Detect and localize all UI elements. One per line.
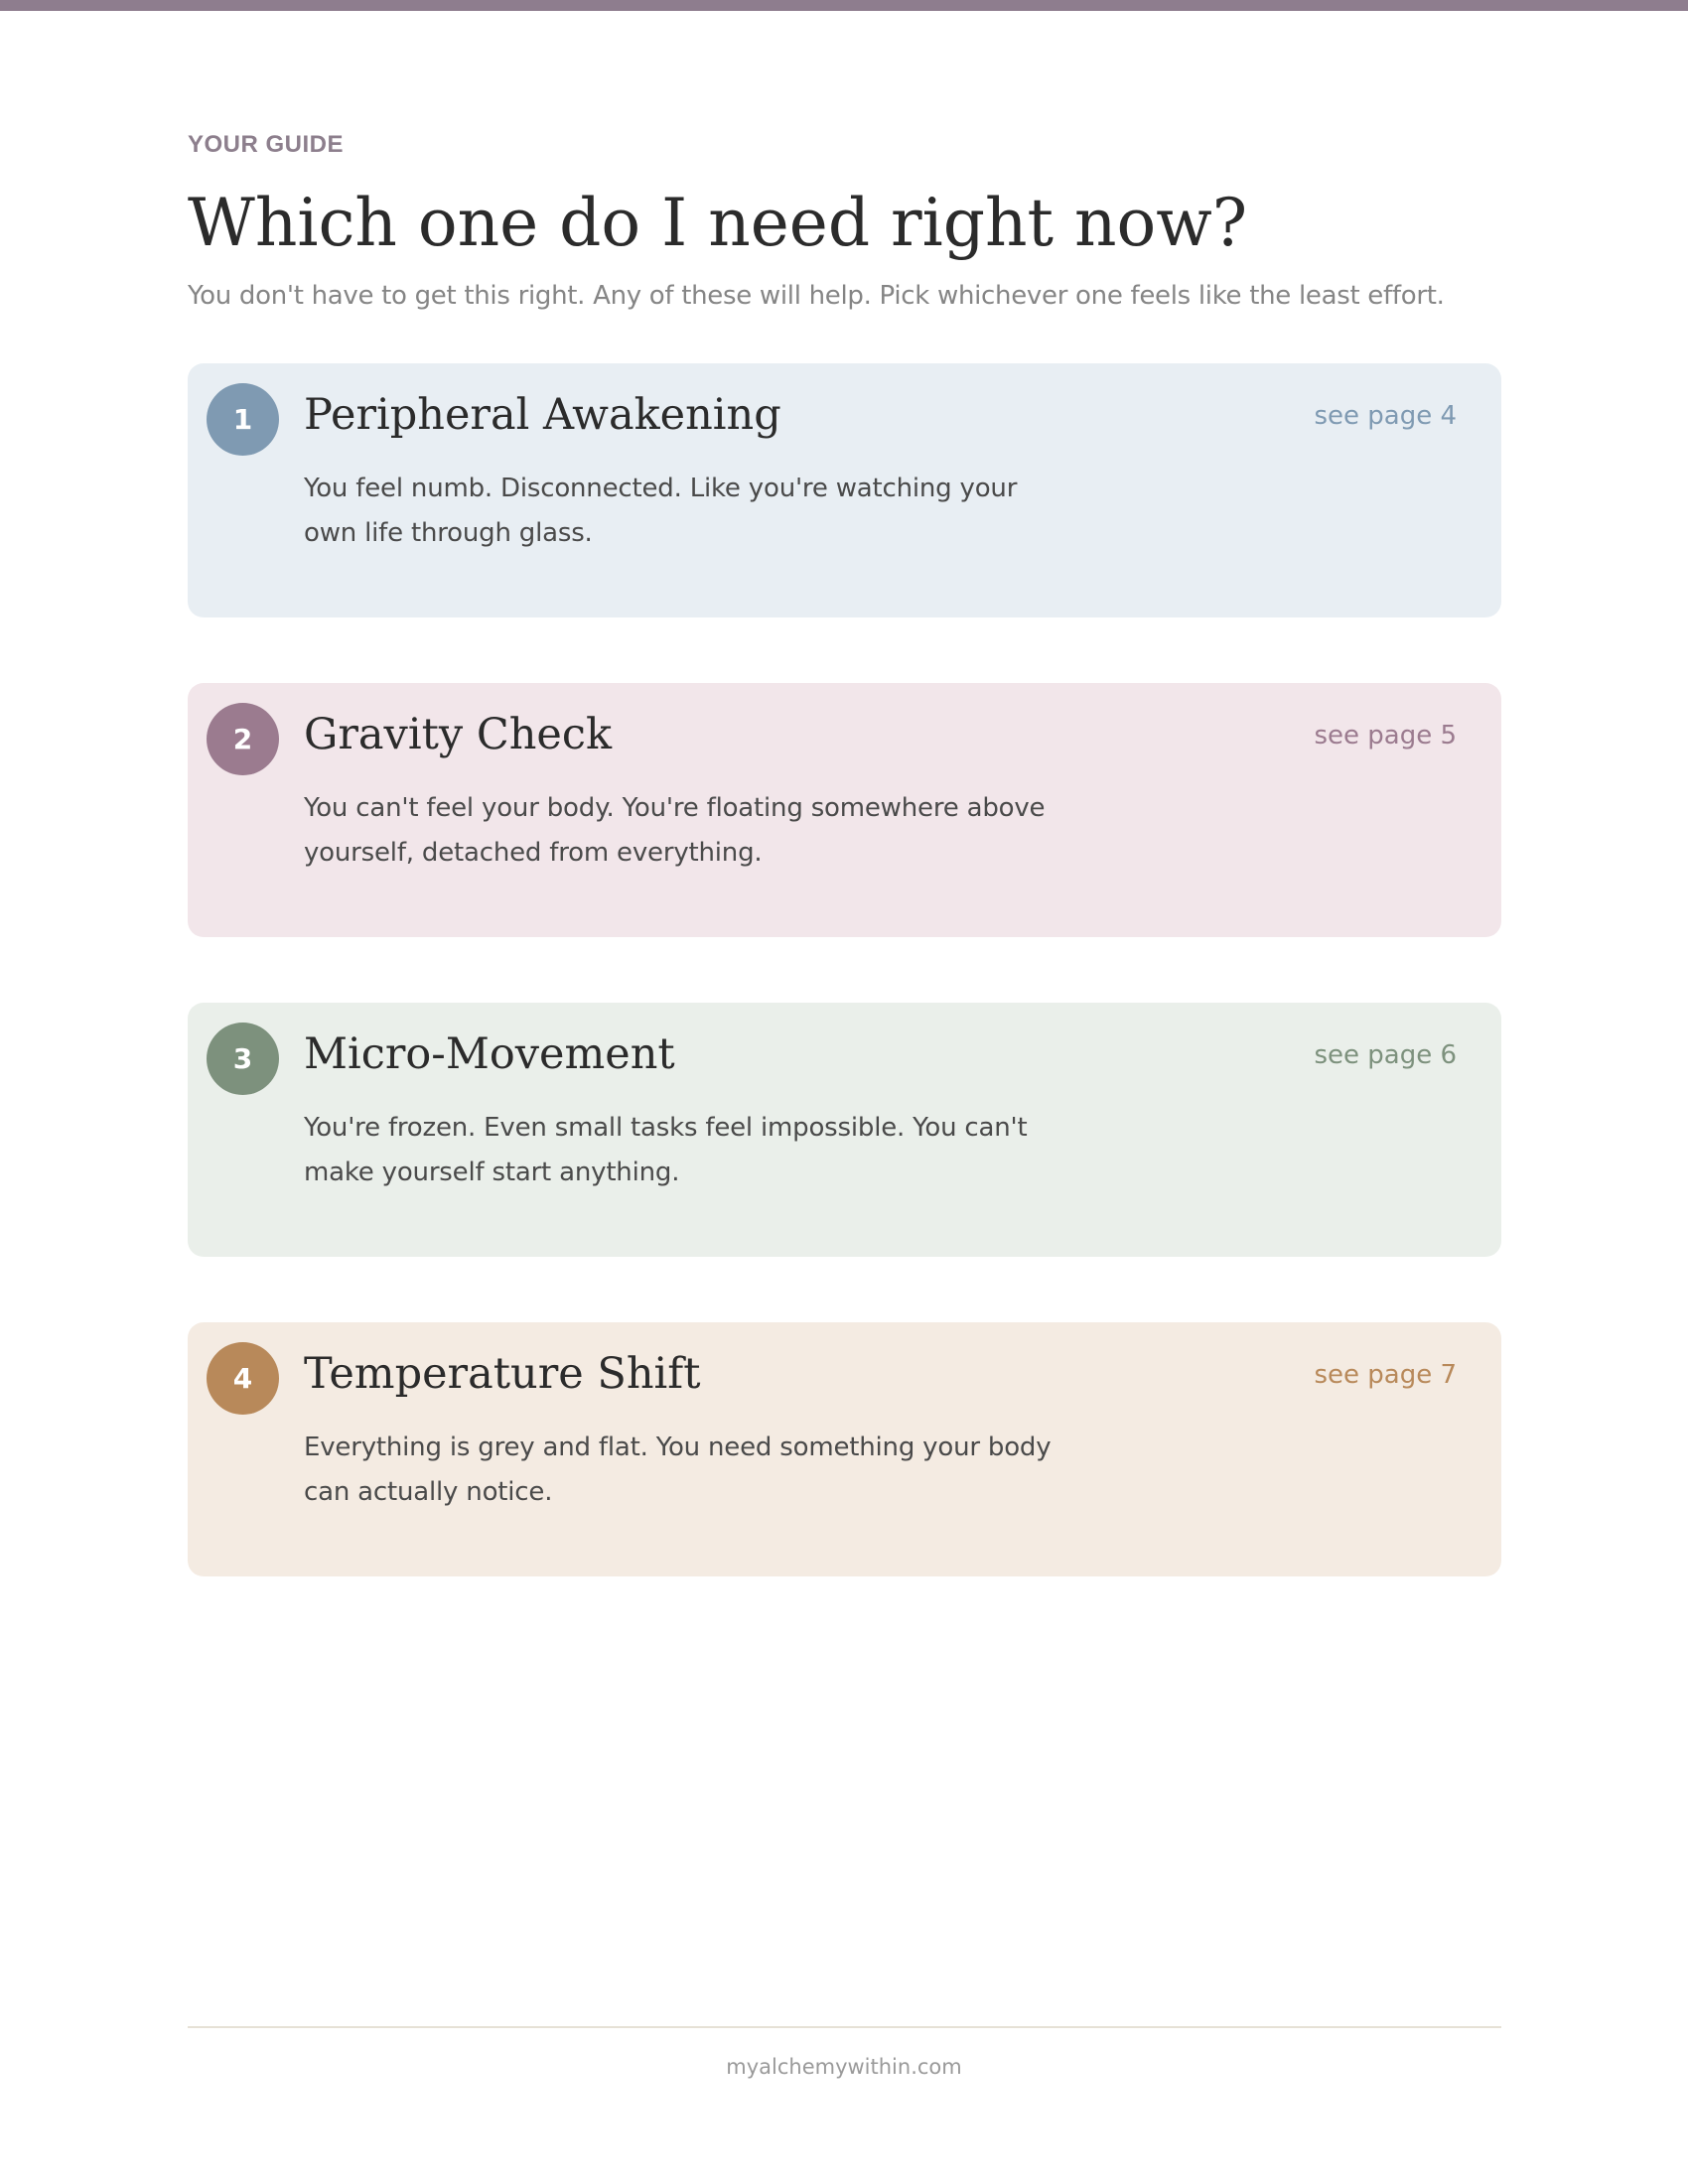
number-badge: 2	[207, 703, 279, 775]
top-accent-bar	[0, 0, 1688, 11]
footer-divider	[188, 2026, 1501, 2028]
card-title: Peripheral Awakening	[304, 390, 781, 440]
page-reference-link[interactable]: see page 7	[1314, 1360, 1457, 1390]
option-card-gravity-check[interactable]	[188, 683, 1501, 937]
option-card-temperature-shift[interactable]	[188, 1322, 1501, 1576]
card-description: You feel numb. Disconnected. Like you're watching your own life through glass.	[304, 474, 1018, 548]
page-subtitle: You don't have to get this right. Any of these will help. Pick whichever one feels like the least effort.	[188, 281, 1445, 311]
page-reference-link[interactable]: see page 5	[1314, 721, 1457, 751]
card-title: Gravity Check	[304, 710, 613, 759]
page-reference-link[interactable]: see page 6	[1314, 1040, 1457, 1070]
card-description: You're frozen. Even small tasks feel impossible. You can't make yourself start anything.	[304, 1113, 1028, 1187]
option-card-micro-movement[interactable]	[188, 1003, 1501, 1257]
card-title: Temperature Shift	[304, 1349, 701, 1399]
card-description: Everything is grey and flat. You need something your body can actually notice.	[304, 1433, 1052, 1507]
option-card-peripheral-awakening[interactable]	[188, 363, 1501, 617]
footer-website-link[interactable]: myalchemywithin.com	[726, 2055, 962, 2079]
number-badge: 3	[207, 1023, 279, 1095]
guide-eyebrow: YOUR GUIDE	[188, 131, 345, 158]
number-badge: 1	[207, 383, 279, 456]
page-title: Which one do I need right now?	[188, 185, 1248, 261]
card-title: Micro-Movement	[304, 1029, 675, 1079]
card-description: You can't feel your body. You're floating somewhere above yourself, detached from everything.	[304, 793, 1046, 868]
page-reference-link[interactable]: see page 4	[1314, 401, 1457, 431]
number-badge: 4	[207, 1342, 279, 1415]
